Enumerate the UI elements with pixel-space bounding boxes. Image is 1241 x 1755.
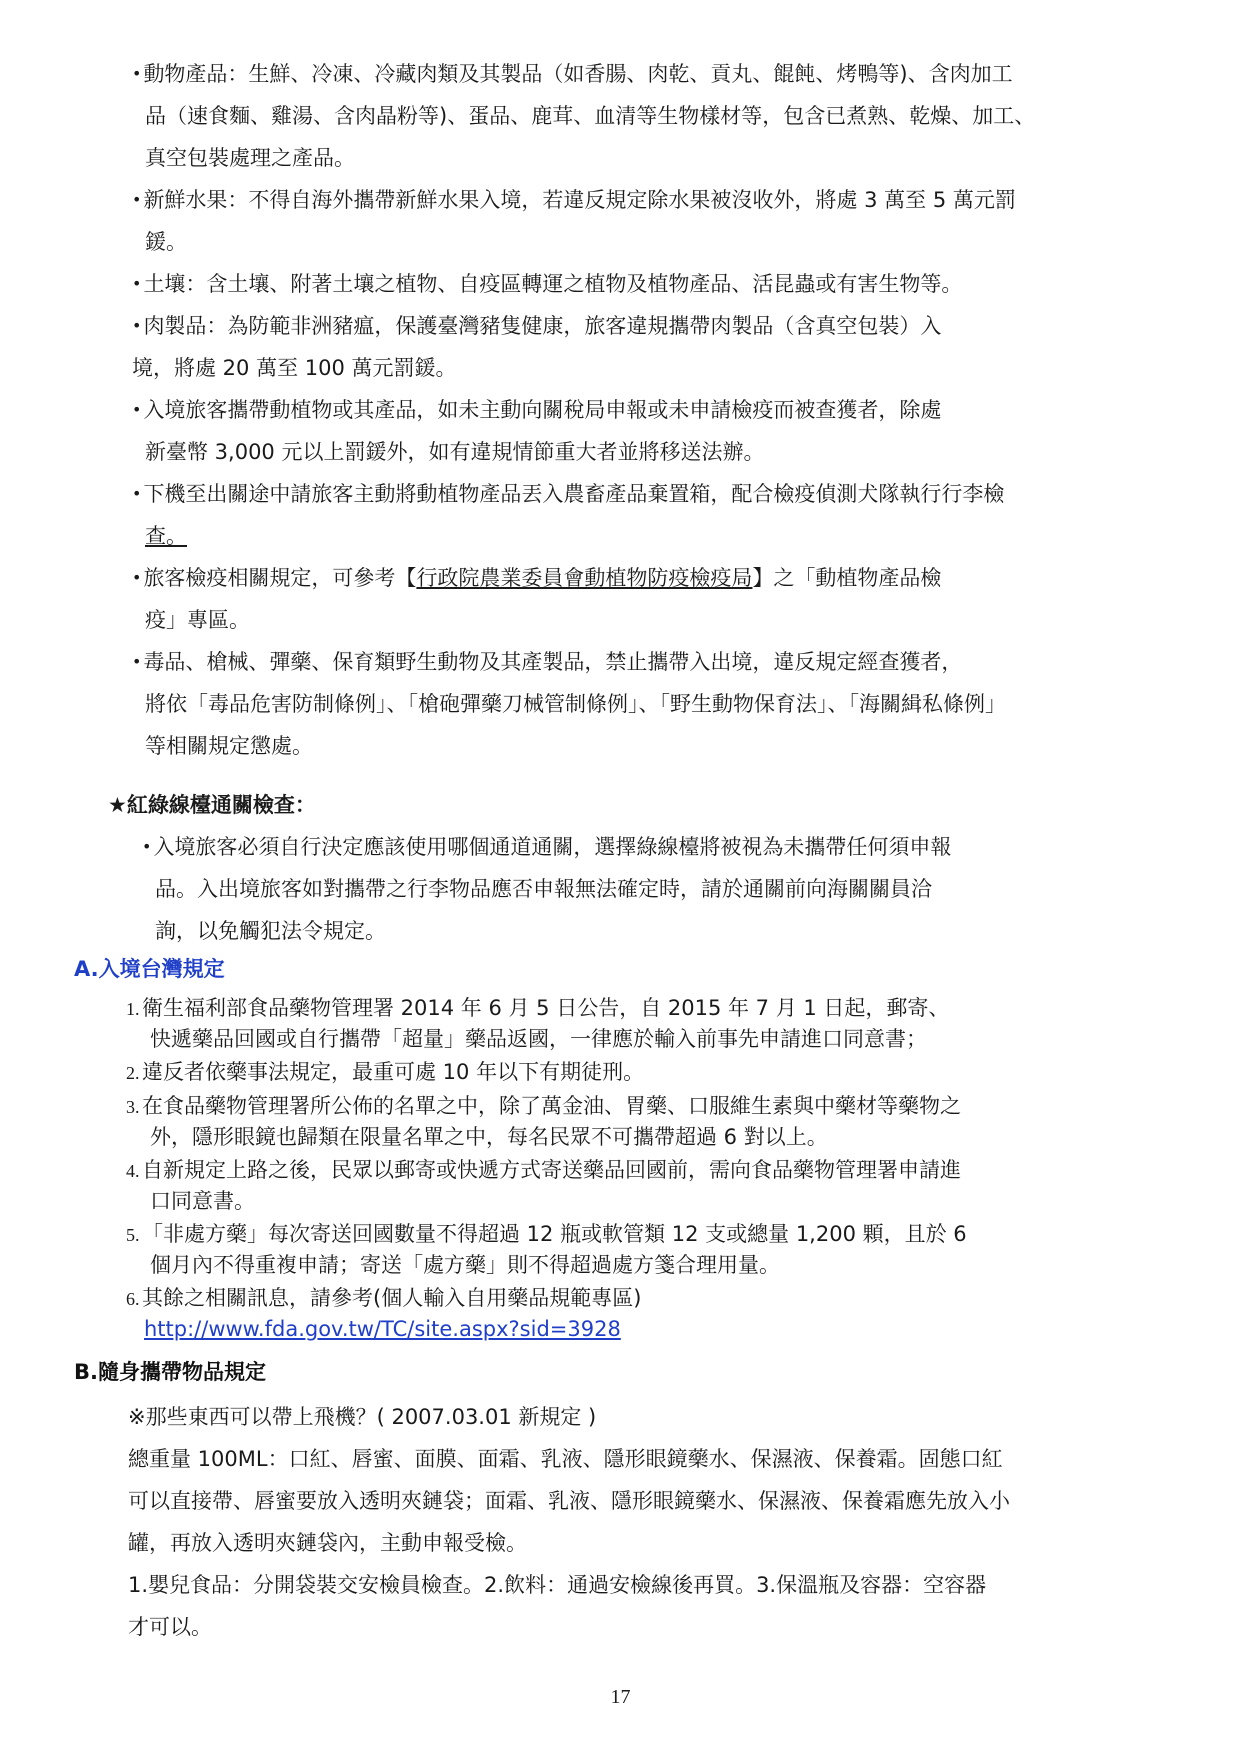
bullet-list-prohibited-items [132, 53, 1192, 767]
bullet-dot: • [132, 652, 142, 671]
list-item: 1. 衛生福利部食品藥物管理署 2014 年 6 月 5 日公告，自 2015 年 7 月 1 日起，郵寄、 快遞藥品回國或自行攜帶「超量」藥品返國，一律應於輸入前事先申請進口同意書； [126, 996, 950, 1051]
bullet-drugs-weapons: •毒品、槍械、彈藥、保育類野生動物及其產製品，禁止攜帶入出境，違反規定經查獲者， 將依「毒品危害防制條例」、「槍砲彈藥刀械管制條例」、「野生動物保育法」、「海關緝私條例」 等相關規定懲處。 [132, 650, 1006, 758]
fda-link[interactable]: http://www.fda.gov.tw/TC/site.aspx?sid=3928 [144, 1317, 621, 1341]
bullet-dot: • [132, 316, 142, 335]
bullet-meat-products: •肉製品：為防範非洲豬瘟，保護臺灣豬隻健康，旅客違規攜帶肉製品（含真空包裝）入 境，將處 20 萬至 100 萬元罰鍰。 [132, 314, 942, 380]
bullet-penalty: •入境旅客攜帶動植物或其產品，如未主動向關稅局申報或未申請檢疫而被查獲者，除處 新臺幣 3,000 元以上罰鍰外，如有違規情節重大者並將移送法辦。 [132, 398, 942, 464]
bullet-dot: • [132, 484, 142, 503]
list-item: 2. 違反者依藥事法規定，最重可處 10 年以下有期徒刑。 [126, 1060, 645, 1084]
page-number: 17 [610, 1686, 631, 1708]
list-item: 3. 在食品藥物管理署所公佈的名單之中，除了萬金油、胃藥、口服維生素與中藥材等藥物之 外，隱形眼鏡也歸類在限量名單之中，每名民眾不可攜帶超過 6 對以上。 [126, 1094, 961, 1149]
list-item: 6. 其餘之相關訊息，請參考(個人輸入自用藥品規範專區) http://www.fda.gov.tw/TC/site.aspx?sid=3928 [126, 1283, 1186, 1344]
red-green-lane-text: •入境旅客必須自行決定應該使用哪個通道通關，選擇綠線檯將被視為未攜帶任何須申報 品。入出境旅客如對攜帶之行李物品應否申報無法確定時，請於通關前向海關關員洽 詢，以免觸犯法令規定。 [142, 835, 952, 943]
section-b-heading: B.隨身攜帶物品規定 [74, 1360, 266, 1384]
list-item: 5. 「非處方藥」每次寄送回國數量不得超過 12 瓶或軟管類 12 支或總量 1,200 顆，且於 6 個月內不得重複申請；寄送「處方藥」則不得超過處方箋合理用量。 [126, 1222, 967, 1277]
bullet-animal-products: •動物產品：生鮮、冷凍、冷藏肉類及其製品（如香腸、肉乾、貢丸、餛飩、烤鴨等)、含肉加工 品（速食麵、雞湯、含肉晶粉等)、蛋品、鹿茸、血清等生物樣材等，包含已煮熟、乾燥、加工、 真空包裝處理之產品。 [132, 62, 1036, 170]
quarantine-bureau-link[interactable]: 行政院農業委員會動植物防疫檢疫局 [416, 566, 753, 590]
bullet-quarantine-reference: •旅客檢疫相關規定，可參考【行政院農業委員會動植物防疫檢疫局】之「動植物產品檢 疫」專區。 [132, 566, 942, 632]
bullet-dot: • [132, 400, 142, 419]
section-a-heading: A.入境台灣規定 [74, 957, 225, 981]
bullet-disposal-bin: •下機至出關途中請旅客主動將動植物產品丟入農畜產品棄置箱，配合檢疫偵測犬隊執行行李檢 查。 [132, 482, 1005, 548]
red-green-lane-heading: ★紅綠線檯通關檢查： [108, 793, 316, 817]
section-a-list [126, 993, 1186, 1347]
bullet-dot: • [132, 568, 142, 587]
section-b-text: ※那些東西可以帶上飛機？( 2007.03.01 新規定 ) 總重量 100ML：口紅、唇蜜、面膜、面霜、乳液、隱形眼鏡藥水、保濕液、保養霜。固態口紅 可以直接帶、唇蜜要放入透明夾鏈袋；面霜、乳液、隱形眼鏡藥水、保濕液、保養霜應先放入小 罐，再放入透明夾鏈袋內，主動申報受檢。 1.嬰兒食品：分開袋裝交安檢員檢查。2.飲料：通過安檢線後再買。3.保溫瓶及容器：空容器 才可以。 [128, 1405, 1010, 1639]
bullet-dot: • [142, 837, 152, 856]
list-item: 4. 自新規定上路之後，民眾以郵寄或快遞方式寄送藥品回國前，需向食品藥物管理署申請進 口同意書。 [126, 1158, 961, 1213]
bullet-dot: • [132, 64, 142, 83]
bullet-fresh-fruit: •新鮮水果：不得自海外攜帶新鮮水果入境，若違反規定除水果被沒收外，將處 3 萬至 5 萬元罰 鍰。 [132, 188, 1016, 254]
bullet-soil: •土壤：含土壤、附著土壤之植物、自疫區轉運之植物及植物產品、活昆蟲或有害生物等。 [132, 272, 963, 296]
bullet-dot: • [132, 190, 142, 209]
bullet-dot: • [132, 274, 142, 293]
